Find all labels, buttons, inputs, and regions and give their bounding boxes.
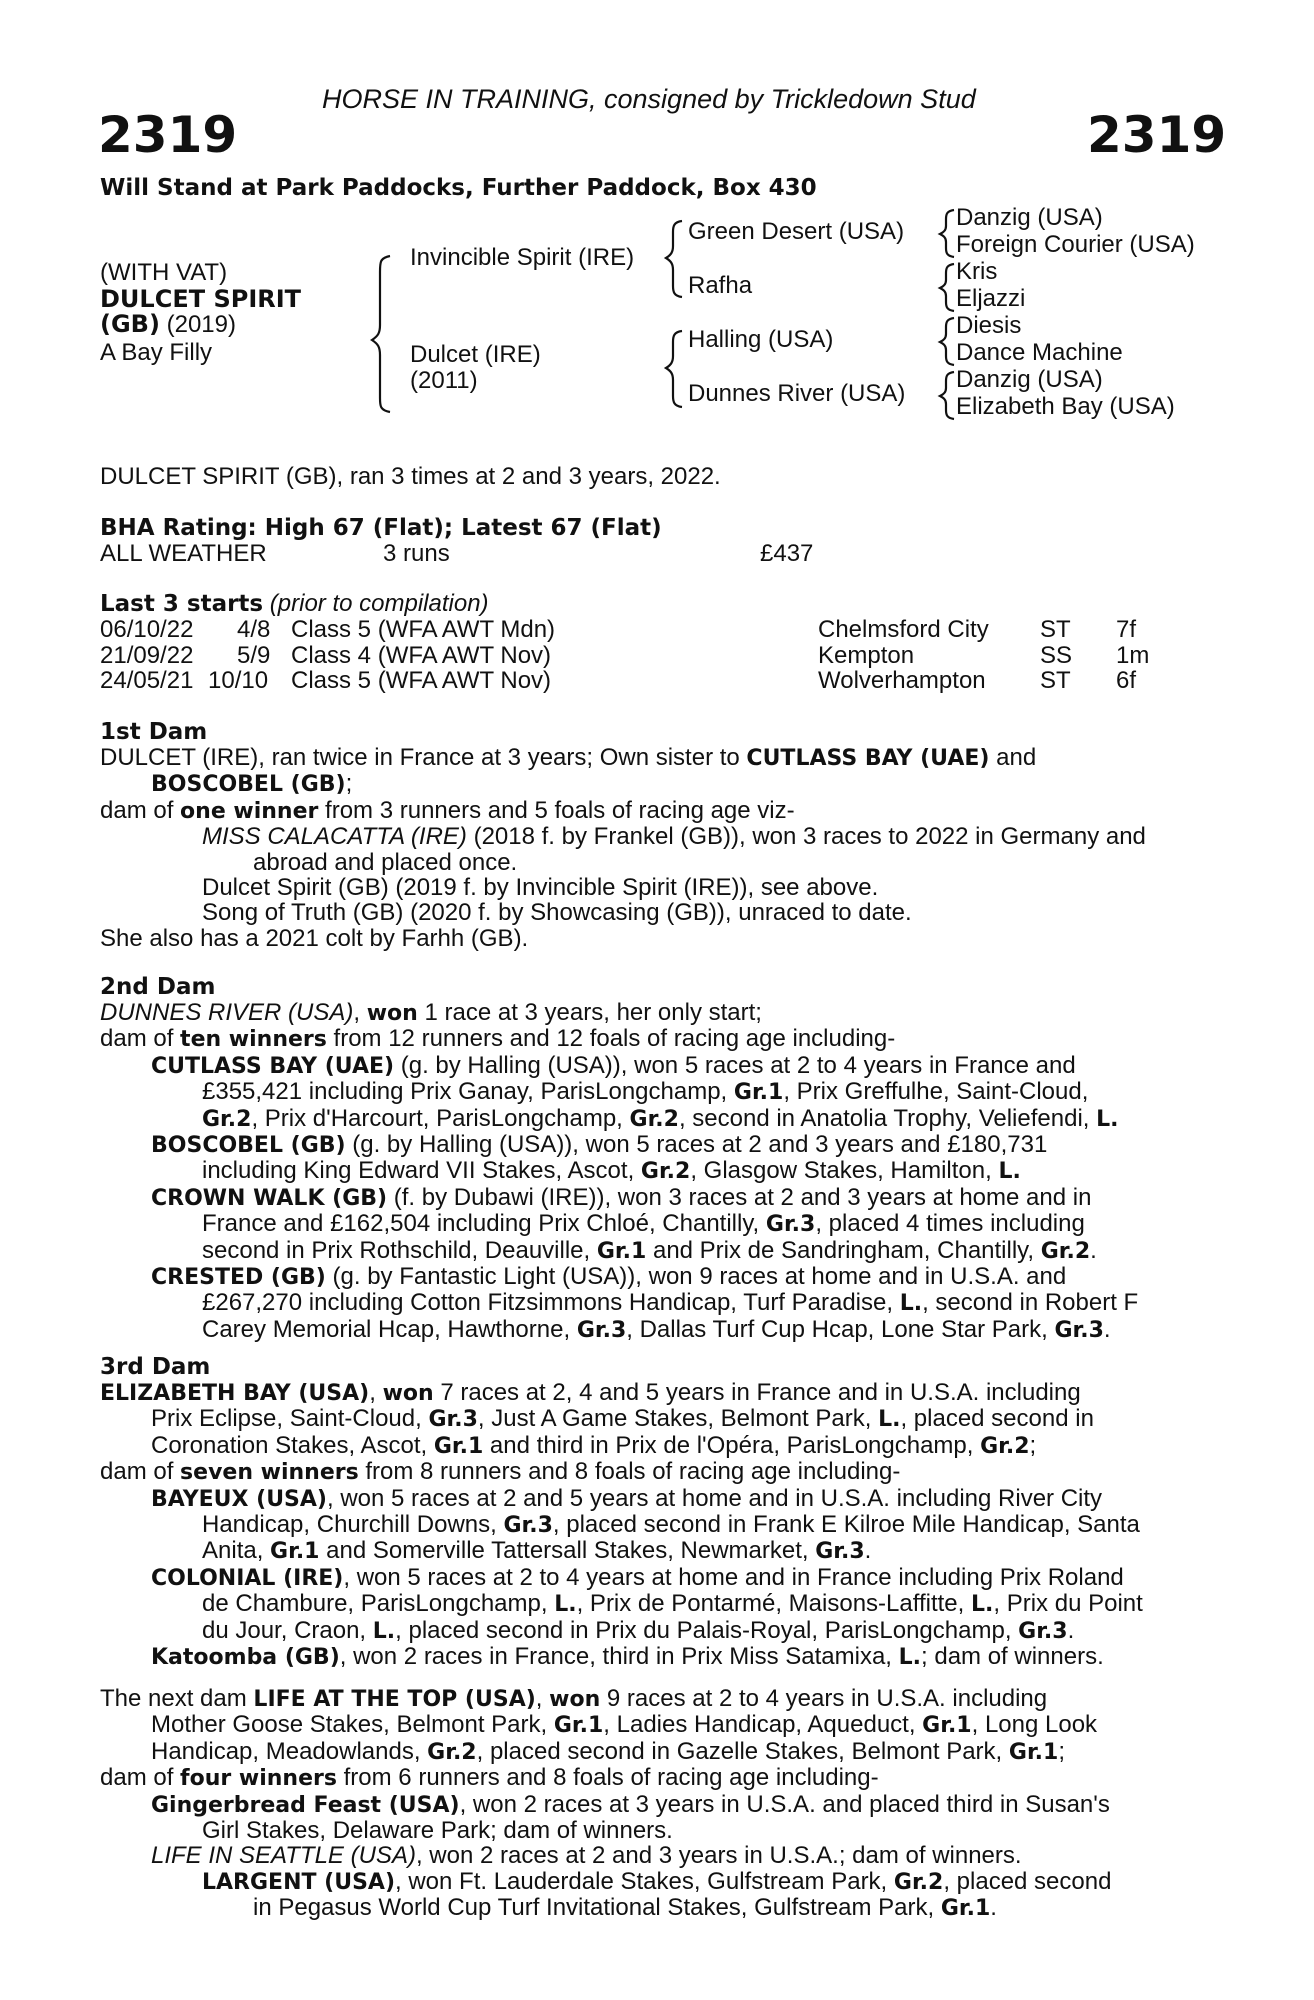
rating-runs: 3 runs (383, 540, 450, 567)
pedigree-dam-sire: Halling (USA) (688, 326, 834, 353)
third-dam-text: ELIZABETH BAY (USA), won 7 races at 2, 4 and 5 years in France and in U.S.A. including Prix Eclipse, Saint-Cloud, Gr.3, Just A Game Stakes, Belmont Park, L., placed second in Coronation Stakes, Ascot, Gr.1 and third in Prix de l'Opéra, ParisLongchamp, Gr.2; dam of seven winners from 8 runners and 8 foals of racing age including- BAYEUX (USA), won 5 races at 2 and 5 years at home and in U.S.A. including River City Handicap, Churchill Downs, Gr.3, placed second in Frank E Kilroe Mile Handicap, Santa Anita, Gr.1 and Somerville Tattersall Stakes, Newmarket, Gr.3. COLONIAL (IRE), won 5 races at 2 to 4 years at home and in France including Prix Roland de Chambure, ParisLongchamp, L., Prix de Pontarmé, Maisons-Laffitte, L., Prix du Point du Jour, Craon, L., placed second in Prix du Palais-Royal, ParisLongchamp, Gr.3. Katoomba (GB), won 2 races in France, third in Prix Miss Satamixa, L.; dam of winners. (100, 1379, 1143, 1671)
start-distance: 7f (1116, 616, 1137, 643)
bha-rating: BHA Rating: High 67 (Flat); Latest 67 (Flat) (100, 515, 662, 541)
lot-number-right: 2319 (1087, 106, 1227, 164)
start-date: 24/05/21 (100, 667, 194, 694)
brace-main (372, 256, 390, 412)
brace-dam (666, 331, 682, 407)
start-course: Wolverhampton (818, 667, 986, 694)
pedigree-g-5: Diesis (956, 312, 1022, 339)
start-position: 4/8 (237, 616, 271, 643)
start-going: ST (1040, 616, 1071, 643)
start-date: 06/10/22 (100, 616, 194, 643)
start-race: Class 4 (WFA AWT Nov) (291, 642, 552, 669)
start-course: Kempton (818, 642, 915, 669)
pedigree-dam-dam: Dunnes River (USA) (688, 380, 906, 407)
start-position: 5/9 (237, 642, 271, 669)
start-date: 21/09/22 (100, 642, 194, 669)
pedigree-g-2: Foreign Courier (USA) (956, 231, 1195, 258)
third-dam-heading: 3rd Dam (100, 1354, 211, 1380)
start-position: 10/10 (208, 667, 269, 694)
pedigree-g-1: Danzig (USA) (956, 204, 1103, 231)
pedigree-g-8: Elizabeth Bay (USA) (956, 393, 1175, 420)
horse-country-year: (GB) (2019) (100, 310, 236, 338)
second-dam-heading: 2nd Dam (100, 974, 216, 1000)
brace-gd3 (940, 318, 954, 365)
pedigree-g-6: Dance Machine (956, 339, 1123, 366)
stand-location: Will Stand at Park Paddocks, Further Paddock, Box 430 (100, 175, 817, 201)
pedigree-dam: Dulcet (IRE) (410, 341, 541, 368)
lot-number-left: 2319 (98, 106, 238, 164)
vat-note: (WITH VAT) (100, 259, 228, 286)
pedigree-braces (0, 0, 1314, 440)
last-starts-heading: Last 3 starts (prior to compilation) (100, 590, 489, 617)
pedigree-sire-dam: Rafha (688, 272, 753, 299)
start-race: Class 5 (WFA AWT Mdn) (291, 616, 556, 643)
pedigree-g-7: Danzig (USA) (956, 366, 1103, 393)
first-dam-text: DULCET (IRE), ran twice in France at 3 years; Own sister to CUTLASS BAY (UAE) and BOSCOBEL (GB); dam of one winner from 3 runners and 5 foals of racing age viz- MISS CALACATTA (IRE) (2018 f. by Frankel (GB)), won 3 races to 2022 in Germany and abroad and placed once. Dulcet Spirit (GB) (2019 f. by Invincible Spirit (IRE)), see above. Song of Truth (GB) (2020 f. by Showcasing (GB)), unraced to date. She also has a 2021 colt by Farhh (GB). (100, 744, 1146, 952)
pedigree-dam-year: (2011) (410, 367, 478, 394)
pedigree-sire: Invincible Spirit (IRE) (410, 244, 635, 271)
brace-sire (666, 221, 682, 297)
first-dam-heading: 1st Dam (100, 719, 208, 745)
pedigree-g-4: Eljazzi (956, 285, 1026, 312)
second-dam-text: DUNNES RIVER (USA), won 1 race at 3 years, her only start; dam of ten winners from 12 runners and 12 foals of racing age including- CUTLASS BAY (UAE) (g. by Halling (USA)), won 5 races at 2 to 4 years in France and £355,421 including Prix Ganay, ParisLongchamp, Gr.1, Prix Greffulhe, Saint-Cloud, Gr.2, Prix d'Harcourt, ParisLongchamp, Gr.2, second in Anatolia Trophy, Veliefendi, L. BOSCOBEL (GB) (g. by Halling (USA)), won 5 races at 2 and 3 years and £180,731 including King Edward VII Stakes, Ascot, Gr.2, Glasgow Stakes, Hamilton, L. CROWN WALK (GB) (f. by Dubawi (IRE)), won 3 races at 2 and 3 years at home and in France and £162,504 including Prix Chloé, Chantilly, Gr.3, placed 4 times including second in Prix Rothschild, Deauville, Gr.1 and Prix de Sandringham, Chantilly, Gr.2. CRESTED (GB) (g. by Fantastic Light (USA)), won 9 races at home and in U.S.A. and £267,270 including Cotton Fitzsimmons Handicap, Turf Paradise, L., second in Robert F Carey Memorial Hcap, Hawthorne, Gr.3, Dallas Turf Cup Hcap, Lone Star Park, Gr.3. (100, 999, 1139, 1343)
start-distance: 1m (1116, 642, 1150, 669)
start-race: Class 5 (WFA AWT Nov) (291, 667, 552, 694)
race-summary: DULCET SPIRIT (GB), ran 3 times at 2 and 3 years, 2022. (100, 463, 721, 490)
brace-gd2 (940, 264, 954, 311)
pedigree-sire-sire: Green Desert (USA) (688, 218, 905, 245)
pedigree-g-3: Kris (956, 258, 998, 285)
start-going: ST (1040, 667, 1071, 694)
rating-earnings: £437 (760, 540, 814, 567)
brace-gd4 (940, 372, 954, 419)
start-course: Chelmsford City (818, 616, 989, 643)
rating-surface: ALL WEATHER (100, 540, 267, 567)
start-going: SS (1040, 642, 1073, 669)
next-dam-text: The next dam LIFE AT THE TOP (USA), won 9 races at 2 to 4 years in U.S.A. including Mother Goose Stakes, Belmont Park, Gr.1, Ladies Handicap, Aqueduct, Gr.1, Long Look Handicap, Meadowlands, Gr.2, placed second in Gazelle Stakes, Belmont Park, Gr.1; dam of four winners from 6 runners and 8 foals of racing age including- Gingerbread Feast (USA), won 2 races at 3 years in U.S.A. and placed third in Susan's Girl Stakes, Delaware Park; dam of winners. LIFE IN SEATTLE (USA), won 2 races at 2 and 3 years in U.S.A.; dam of winners. LARGENT (USA), won Ft. Lauderdale Stakes, Gulfstream Park, Gr.2, placed second in Pegasus World Cup Turf Invitational Stakes, Gulfstream Park, Gr.1. (100, 1685, 1112, 1922)
catalogue-header: HORSE IN TRAINING, consigned by Trickledown Stud (322, 84, 976, 114)
horse-sex: A Bay Filly (100, 339, 213, 366)
brace-gd1 (940, 210, 954, 257)
horse-name: DULCET SPIRIT (100, 285, 302, 313)
start-distance: 6f (1116, 667, 1137, 694)
